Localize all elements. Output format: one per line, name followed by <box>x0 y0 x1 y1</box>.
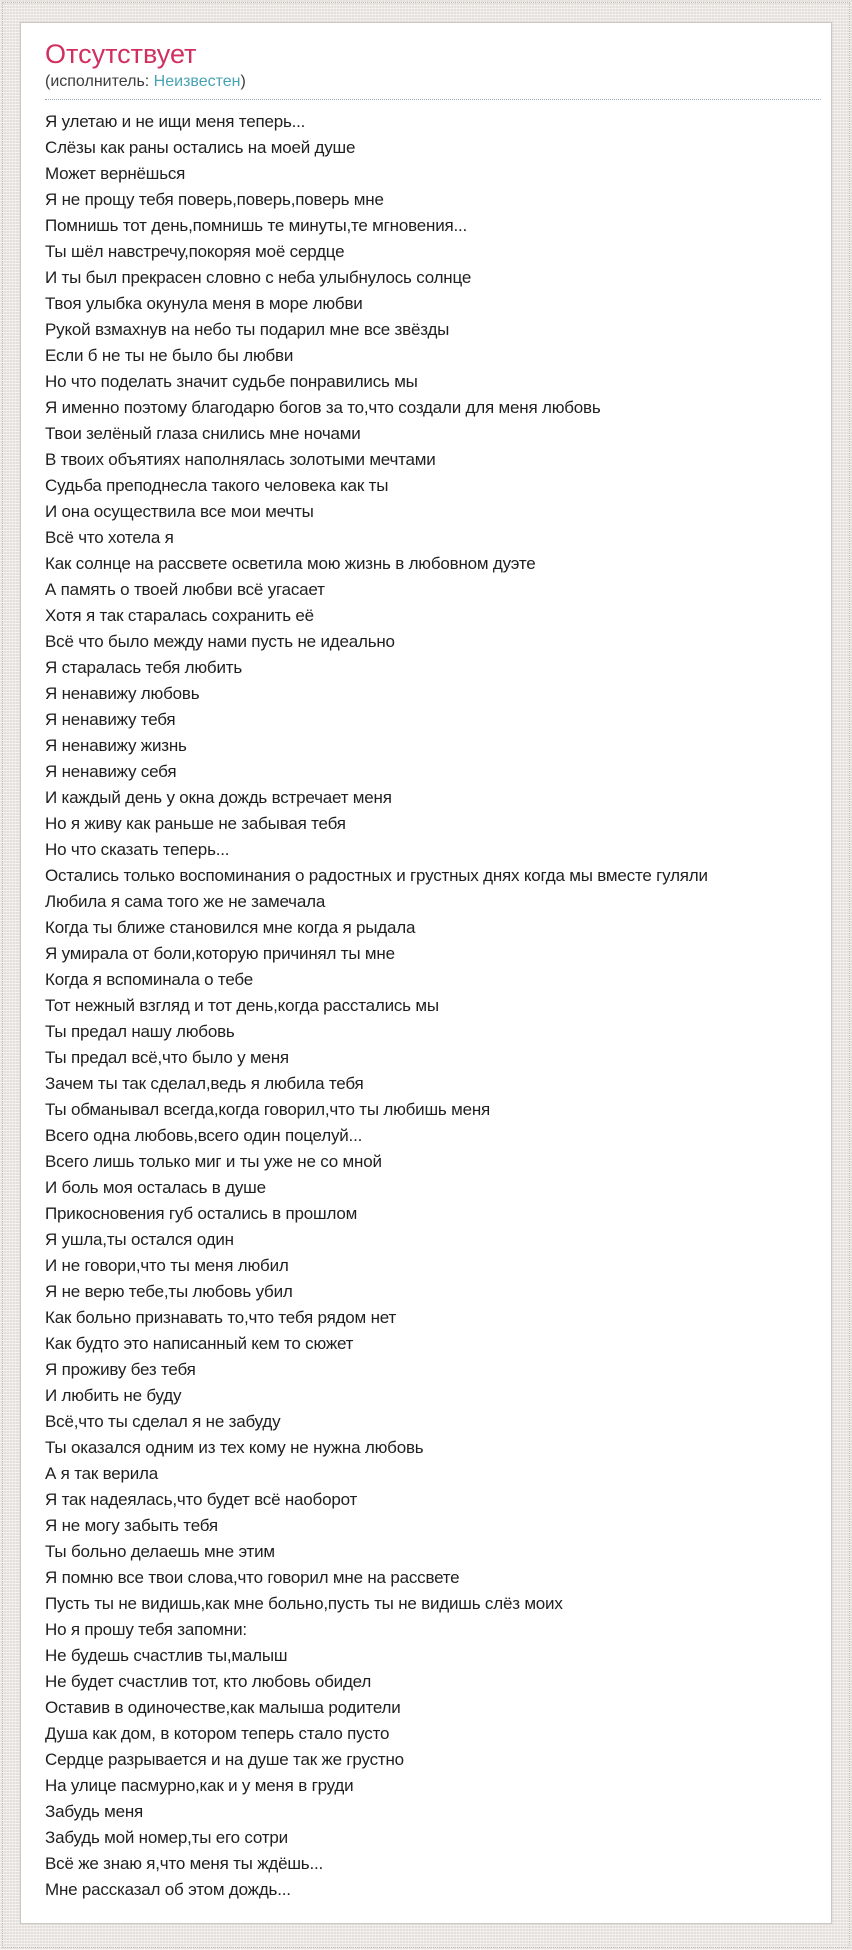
lyric-line: Я умирала от боли,которую причинял ты мне <box>45 944 395 963</box>
lyrics-text <box>45 109 807 1903</box>
lyric-line: И любить не буду <box>45 1386 182 1405</box>
lyric-line: Я ненавижу тебя <box>45 710 176 729</box>
lyric-line: Прикосновения губ остались в прошлом <box>45 1204 358 1223</box>
lyric-line: Судьба преподнесла такого человека как ты <box>45 476 389 495</box>
lyric-line: И не говори,что ты меня любил <box>45 1256 289 1275</box>
lyric-line: Ты предал нашу любовь <box>45 1022 235 1041</box>
artist-label-suffix: ) <box>240 73 246 90</box>
lyric-line: Слёзы как раны остались на моей душе <box>45 138 356 157</box>
artist-link[interactable]: Неизвестен <box>153 73 241 90</box>
lyric-line: Забудь мой номер,ты его сотри <box>45 1828 288 1847</box>
lyric-line: Я ненавижу себя <box>45 762 177 781</box>
lyric-line: Любила я сама того же не замечала <box>45 892 326 911</box>
lyric-line: Не будет счастлив тот, кто любовь обидел <box>45 1672 372 1691</box>
lyric-line: Я помню все твои слова,что говорил мне на рассвете <box>45 1568 460 1587</box>
lyric-line: Всё что хотела я <box>45 528 174 547</box>
lyric-line: Если б не ты не было бы любви <box>45 346 294 365</box>
lyric-line: Мне рассказал об этом дождь... <box>45 1880 291 1899</box>
lyric-line: И она осуществила все мои мечты <box>45 502 314 521</box>
lyric-line: А память о твоей любви всё угасает <box>45 580 325 599</box>
lyric-line: Не будешь счастлив ты,малыш <box>45 1646 288 1665</box>
lyric-line: Твоя улыбка окунула меня в море любви <box>45 294 363 313</box>
lyric-line: Я так надеялась,что будет всё наоборот <box>45 1490 358 1509</box>
lyric-line: Может вернёшься <box>45 164 186 183</box>
lyric-line: Я не могу забыть тебя <box>45 1516 218 1535</box>
lyric-line: Как солнце на рассвете осветила мою жизнь в любовном дуэте <box>45 554 536 573</box>
lyric-line: Когда я вспоминала о тебе <box>45 970 253 989</box>
lyric-line: Душа как дом, в котором теперь стало пусто <box>45 1724 390 1743</box>
lyric-line: Хотя я так старалась сохранить её <box>45 606 314 625</box>
lyric-line: На улице пасмурно,как и у меня в груди <box>45 1776 354 1795</box>
lyric-line: Сердце разрывается и на душе так же грустно <box>45 1750 404 1769</box>
lyric-line: Всё что было между нами пусть не идеально <box>45 632 395 651</box>
lyric-line: Я улетаю и не ищи меня теперь... <box>45 112 306 131</box>
lyric-line: Ты оказался одним из тех кому не нужна любовь <box>45 1438 424 1457</box>
lyric-line: Остались только воспоминания о радостных и грустных днях когда мы вместе гуляли <box>45 866 708 885</box>
lyric-line: Когда ты ближе становился мне когда я рыдала <box>45 918 416 937</box>
lyric-line: Но я живу как раньше не забывая тебя <box>45 814 346 833</box>
lyric-line: Но я прошу тебя запомни: <box>45 1620 247 1639</box>
lyric-line: Тот нежный взгляд и тот день,когда расстались мы <box>45 996 439 1015</box>
lyric-line: Оставив в одиночестве,как малыша родители <box>45 1698 401 1717</box>
lyric-line: Ты обманывал всегда,когда говорил,что ты любишь меня <box>45 1100 491 1119</box>
lyric-line: Пусть ты не видишь,как мне больно,пусть ты не видишь слёз моих <box>45 1594 563 1613</box>
lyric-line: Я именно поэтому благодарю богов за то,что создали для меня любовь <box>45 398 601 417</box>
lyric-line: Твои зелёный глаза снились мне ночами <box>45 424 361 443</box>
lyric-line: В твоих объятиях наполнялась золотыми мечтами <box>45 450 436 469</box>
lyric-line: Я проживу без тебя <box>45 1360 196 1379</box>
lyric-line: Ты больно делаешь мне этим <box>45 1542 275 1561</box>
lyric-line: И боль моя осталась в душе <box>45 1178 266 1197</box>
lyric-line: Всё же знаю я,что меня ты ждёшь... <box>45 1854 324 1873</box>
lyric-line: Ты предал всё,что было у меня <box>45 1048 289 1067</box>
lyric-line: Но что сказать теперь... <box>45 840 230 859</box>
lyric-line: Забудь меня <box>45 1802 144 1821</box>
lyric-line: Я не прощу тебя поверь,поверь,поверь мне <box>45 190 384 209</box>
lyric-line: Я не верю тебе,ты любовь убил <box>45 1282 293 1301</box>
lyric-line: Всего одна любовь,всего один поцелуй... <box>45 1126 363 1145</box>
lyric-line: И ты был прекрасен словно с неба улыбнулось солнце <box>45 268 472 287</box>
lyric-line: Рукой взмахнув на небо ты подарил мне все звёзды <box>45 320 450 339</box>
lyric-line: Как будто это написанный кем то сюжет <box>45 1334 354 1353</box>
lyric-line: Как больно признавать то,что тебя рядом нет <box>45 1308 397 1327</box>
lyric-line: Но что поделать значит судьбе понравились мы <box>45 372 418 391</box>
lyric-line: Я ушла,ты остался один <box>45 1230 234 1249</box>
lyric-line: Зачем ты так сделал,ведь я любила тебя <box>45 1074 364 1093</box>
lyric-line: Я старалась тебя любить <box>45 658 243 677</box>
lyric-line: Ты шёл навстречу,покоряя моё сердце <box>45 242 345 261</box>
artist-line <box>45 71 821 100</box>
lyric-line: Я ненавижу любовь <box>45 684 200 703</box>
lyric-line: Всего лишь только миг и ты уже не со мной <box>45 1152 382 1171</box>
lyric-line: Я ненавижу жизнь <box>45 736 187 755</box>
lyric-line: Помнишь тот день,помнишь те минуты,те мгновения... <box>45 216 468 235</box>
lyric-line: И каждый день у окна дождь встречает меня <box>45 788 392 807</box>
lyric-line: Всё,что ты сделал я не забуду <box>45 1412 281 1431</box>
lyrics-card <box>20 22 832 1924</box>
artist-label: (исполнитель: <box>45 73 150 90</box>
lyric-line: А я так верила <box>45 1464 159 1483</box>
song-title: Отсутствует <box>45 39 197 69</box>
